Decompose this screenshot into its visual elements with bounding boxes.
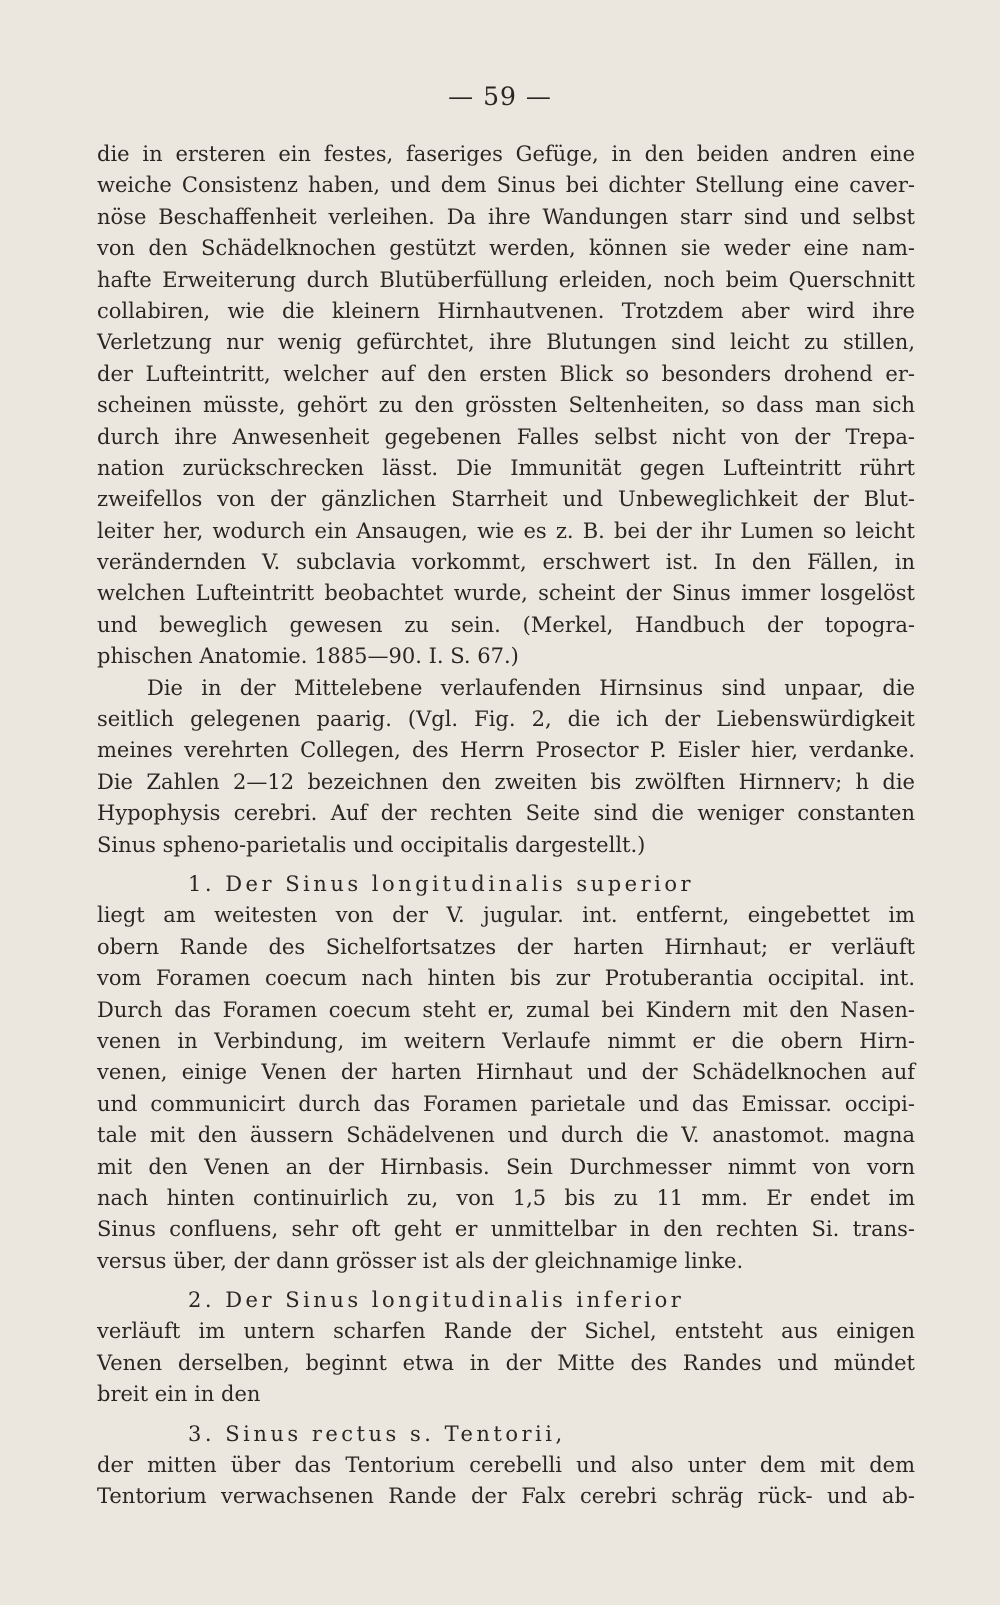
text-line: Venen derselben, beginnt etwa in der Mitte des Randes und mündet (97, 1350, 915, 1375)
text-line: welchen Lufteintritt beobachtet wurde, scheint der Sinus immer losgelöst (97, 581, 915, 606)
text-line: venen in Verbindung, im weitern Verlaufe nimmt er die obern Hirn- (97, 1028, 915, 1053)
text-line: nach hinten continuirlich zu, von 1,5 bis zu 11 mm. Er endet im (97, 1185, 915, 1210)
section-heading-3: 3. Sinus rectus s. Tentorii, (188, 1421, 566, 1446)
text-line: und beweglich gewesen zu sein. (Merkel, Handbuch der topogra- (97, 612, 915, 637)
section-heading-1: 1. Der Sinus longitudinalis superior (188, 871, 694, 896)
text-line: Die Zahlen 2—12 bezeichnen den zweiten bis zwölften Hirnnerv; h die (97, 769, 915, 794)
text-line: weiche Consistenz haben, und dem Sinus bei dichter Stellung eine caver- (97, 173, 915, 198)
text-line: meines verehrten Collegen, des Herrn Prosector P. Eisler hier, verdanke. (97, 738, 915, 763)
text-line: verändernden V. subclavia vorkommt, erschwert ist. In den Fällen, in (97, 550, 915, 575)
text-line: zweifellos von der gänzlichen Starrheit und Unbeweglichkeit der Blut- (97, 487, 915, 512)
text-line: Durch das Foramen coecum steht er, zumal bei Kindern mit den Nasen- (97, 997, 915, 1022)
text-line: Sinus spheno-parietalis und occipitalis dargestellt.) (97, 832, 646, 857)
text-line: der Lufteintritt, welcher auf den ersten Blick so besonders drohend er- (97, 361, 915, 386)
text-line: liegt am weitesten von der V. jugular. int. entfernt, eingebettet im (97, 903, 915, 928)
text-line: venen, einige Venen der harten Hirnhaut und der Schädelknochen auf (97, 1060, 915, 1085)
text-line: hafte Erweiterung durch Blutüberfüllung erleiden, noch beim Querschnitt (97, 267, 915, 292)
section-spacer (97, 861, 915, 869)
section-heading-2: 2. Der Sinus longitudinalis inferior (188, 1288, 685, 1313)
text-line: die in ersteren ein festes, faseriges Gefüge, in den beiden andren eine (97, 142, 915, 166)
text-line: tale mit den äussern Schädelvenen und durch die V. anastomot. magna (97, 1123, 915, 1148)
text-line: Hypophysis cerebri. Auf der rechten Seite sind die weniger constanten (97, 801, 915, 826)
text-line: scheinen müsste, gehört zu den grössten Seltenheiten, so dass man sich (97, 393, 915, 418)
text-line: Sinus confluens, sehr oft geht er unmittelbar in den rechten Si. trans- (97, 1217, 915, 1242)
text-line: collabiren, wie die kleinern Hirnhautvenen. Trotzdem aber wird ihre (97, 298, 915, 323)
text-line: phischen Anatomie. 1885—90. I. S. 67.) (97, 644, 519, 669)
text-line: der mitten über das Tentorium cerebelli und also unter dem mit dem (97, 1453, 915, 1478)
text-line: leiter her, wodurch ein Ansaugen, wie es z. B. bei der ihr Lumen so leicht (97, 518, 915, 543)
section-spacer (97, 1411, 915, 1419)
text-line: obern Rande des Sichelfortsatzes der harten Hirnhaut; er verläuft (97, 934, 915, 959)
text-line: seitlich gelegenen paarig. (Vgl. Fig. 2, die ich der Liebenswürdigkeit (97, 707, 915, 732)
text-line: von den Schädelknochen gestützt werden, können sie weder eine nam- (97, 236, 915, 261)
text-line: Tentorium verwachsenen Rande der Falx cerebri schräg rück- und ab- (97, 1484, 915, 1509)
text-line: versus über, der dann grösser ist als der gleichnamige linke. (97, 1248, 744, 1273)
text-line: nation zurückschrecken lässt. Die Immunität gegen Lufteintritt rührt (97, 455, 915, 480)
text-line: Die in der Mittelebene verlaufenden Hirnsinus sind unpaar, die (147, 675, 915, 700)
text-line: Verletzung nur wenig gefürchtet, ihre Blutungen sind leicht zu stillen, (97, 330, 915, 355)
text-line: nöse Beschaffenheit verleihen. Da ihre Wandungen starr sind und selbst (97, 204, 915, 229)
section-spacer (97, 1277, 915, 1285)
text-line: mit den Venen an der Hirnbasis. Sein Durchmesser nimmt von vorn (97, 1154, 915, 1179)
body-text (97, 139, 915, 1513)
text-line: durch ihre Anwesenheit gegebenen Falles selbst nicht von der Trepa- (97, 424, 915, 449)
text-line: und communicirt durch das Foramen parietale und das Emissar. occipi- (97, 1091, 915, 1116)
text-line: verläuft im untern scharfen Rande der Sichel, entsteht aus einigen (97, 1319, 915, 1344)
text-line: vom Foramen coecum nach hinten bis zur Protuberantia occipital. int. (97, 966, 915, 991)
page-number: — 59 — (448, 82, 552, 111)
text-line: breit ein in den (97, 1382, 261, 1407)
